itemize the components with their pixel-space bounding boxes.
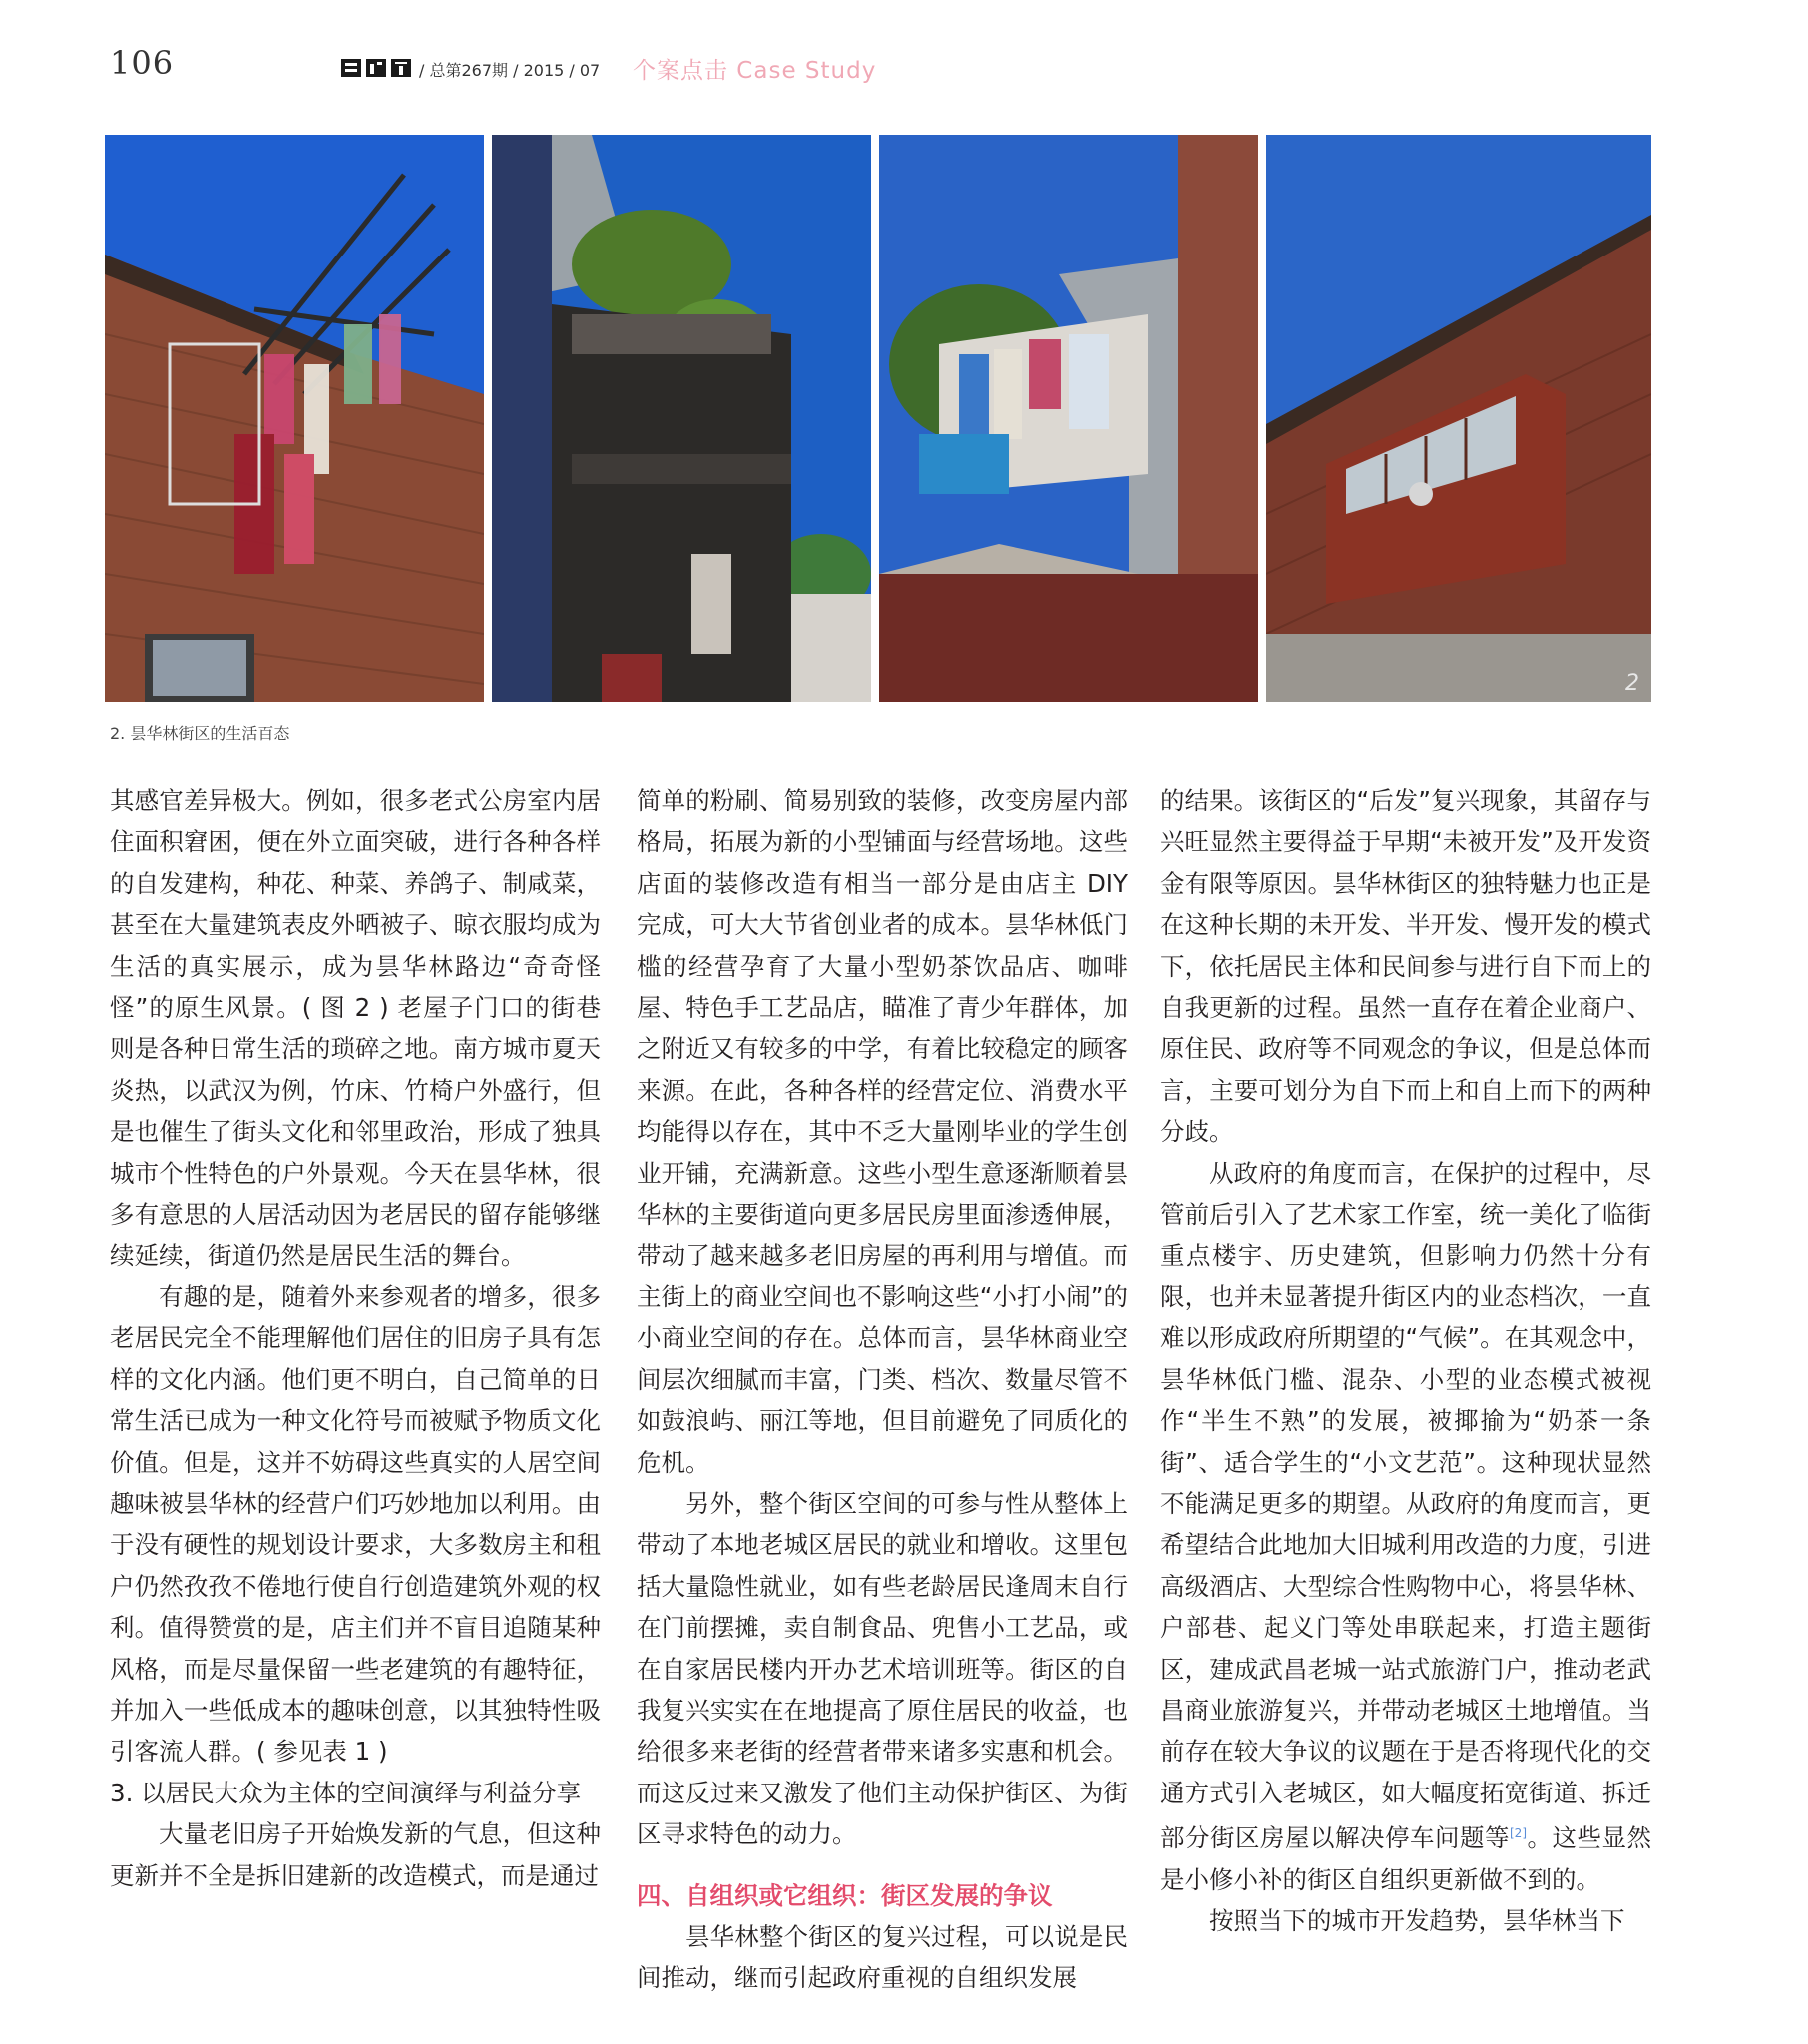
paragraph-text-end: 。这些显然是小修小补的街区自组织更新做不到的。 [1160, 1823, 1651, 1894]
issue-info: / 总第267期 / 2015 / 07 [419, 61, 601, 80]
text-column-3 [1160, 780, 1651, 1942]
paragraph: 昙华林整个街区的复兴过程，可以说是民间推动，继而引起政府重视的自组织发展 [637, 1921, 1128, 1993]
paragraph: 简单的粉刷、简易别致的装修，改变房屋内部格局，拓展为新的小型铺面与经营场地。这些店面的装修改造有相当一部分是由店主 DIY 完成，可大大节省创业者的成本。昙华林低门槛的经营孕育了大量小型奶茶饮品店、咖啡屋、特色手工艺品店，瞄准了青少年群体，加之附近又有较多的中学，有着比较稳定的顾客来源。在此，各种各样的经营定位、消费水平均能得以存在，其中不乏大量刚毕业的学生创业开铺，充满新意。这些小型生意逐渐顺着昙华林的主要街道向更多居民房里面渗透伸展，带动了越来越多老旧房屋的再利用与增值。而主街上的商业空间也不影响这些“小打小闹”的小商业空间的存在。总体而言，昙华林商业空间层次细腻而丰富，门类、档次、数量尽管不如鼓浪屿、丽江等地，但目前避免了同质化的危机。 [637, 786, 1128, 1477]
figure-caption: 2. 昙华林街区的生活百态 [110, 724, 290, 743]
magazine-logo [339, 56, 415, 80]
paragraph-text: 从政府的角度而言，在保护的过程中，尽管前后引入了艺术家工作室，统一美化了临街重点楼宇、历史建筑，但影响力仍然十分有限，也并未显著提升街区内的业态档次，一直难以形成政府所期望的“气候”。在其观念中，昙华林低门槛、混杂、小型的业态模式被视作“半生不熟”的发展，被揶揄为“奶茶一条街”、适合学生的“小文艺范”。这种现状显然不能满足更多的期望。从政府的角度而言，更希望结合此地加大旧城利用改造的力度，引进高级酒店、大型综合性购物中心，将昙华林、户部巷、起义门等处串联起来，打造主题街区，建成武昌老城一站式旅游门户，推动老武昌商业旅游复兴，并带动老城区土地增值。当前存在较大争议的议题在于是否将现代化的交通方式引入老城区，如大幅度拓宽街道、拆迁部分街区房屋以解决停车问题等 [1160, 1158, 1651, 1853]
citation-reference[interactable]: [2] [1510, 1826, 1527, 1841]
figure-2-photo-strip [105, 135, 1651, 702]
paragraph [1160, 1153, 1651, 1900]
text-column-2 [637, 780, 1128, 1999]
paragraph: 大量老旧房子开始焕发新的气息，但这种更新并不全是拆旧建新的改造模式，而是通过 [110, 1819, 601, 1890]
laundry-rack-photo [105, 135, 484, 702]
hanging-clothes-photo [879, 135, 1258, 702]
paragraph: 按照当下的城市开发趋势，昙华林当下 [1209, 1906, 1625, 1936]
subsection-heading: 3. 以居民大众为主体的空间演绎与利益分享 [110, 1778, 582, 1807]
text-column-1 [110, 780, 601, 1896]
page-header [0, 0, 1808, 110]
section-title: 个案点击 Case Study [633, 58, 877, 84]
section-heading: 四、自组织或它组织：街区发展的争议 [637, 1880, 1053, 1910]
paragraph: 另外，整个街区空间的可参与性从整体上带动了本地老城区居民的就业和增收。这里包括大量隐性就业，如有些老龄居民逢周末自行在门前摆摊，卖自制食品、兜售小工艺品，或在自家居民楼内开办艺术培训班等。街区的自我复兴实实在在地提高了原住居民的收益，也给很多来老街的经营者带来诸多实惠和机会。而这反过来又激发了他们主动保护街区、为街区寻求特色的动力。 [637, 1488, 1128, 1849]
figure-number: 2 [1625, 671, 1639, 696]
page-number: 106 [110, 44, 175, 82]
enclosed-balcony-photo [1266, 135, 1651, 702]
paragraph: 有趣的是，随着外来参观者的增多，很多老居民完全不能理解他们居住的旧房子具有怎样的文化内涵。他们更不明白，自己简单的日常生活已成为一种文化符号而被赋予物质文化价值。但是，这并不妨碍这些真实的人居空间趣味被昙华林的经营户们巧妙地加以利用。由于没有硬性的规划设计要求，大多数房主和租户仍然孜孜不倦地行使自行创造建筑外观的权利。值得赞赏的是，店主们并不盲目追随某种风格，而是尽量保留一些老建筑的有趣特征，并加入一些低成本的趣味创意，以其独特性吸引客流人群。( 参见表 1 ) [110, 1281, 601, 1767]
paragraph: 的结果。该街区的“后发”复兴现象，其留存与兴旺显然主要得益于早期“未被开发”及开发资金有限等原因。昙华林街区的独特魅力也正是在这种长期的未开发、半开发、慢开发的模式下，依托居民主体和民间参与进行自下而上的自我更新的过程。虽然一直存在着企业商户、原住民、政府等不同观念的争议，但是总体而言，主要可划分为自下而上和自上而下的两种分歧。 [1160, 786, 1651, 1147]
paragraph: 其感官差异极大。例如，很多老式公房室内居住面积窘困，便在外立面突破，进行各种各样的自发建构，种花、种菜、养鸽子、制咸菜，甚至在大量建筑表皮外晒被子、晾衣服均成为生活的真实展示，成为昙华林路边“奇奇怪怪”的原生风景。( 图 2 ) 老屋子门口的街巷则是各种日常生活的琐碎之地。南方城市夏天炎热，以武汉为例，竹床、竹椅户外盛行，但是也催生了街头文化和邻里政治，形成了独具城市个性特色的户外景观。今天在昙华林，很多有意思的人居活动因为老居民的留存能够继续延续，街道仍然是居民生活的舞台。 [110, 786, 601, 1271]
rooftop-garden-photo [492, 135, 871, 702]
